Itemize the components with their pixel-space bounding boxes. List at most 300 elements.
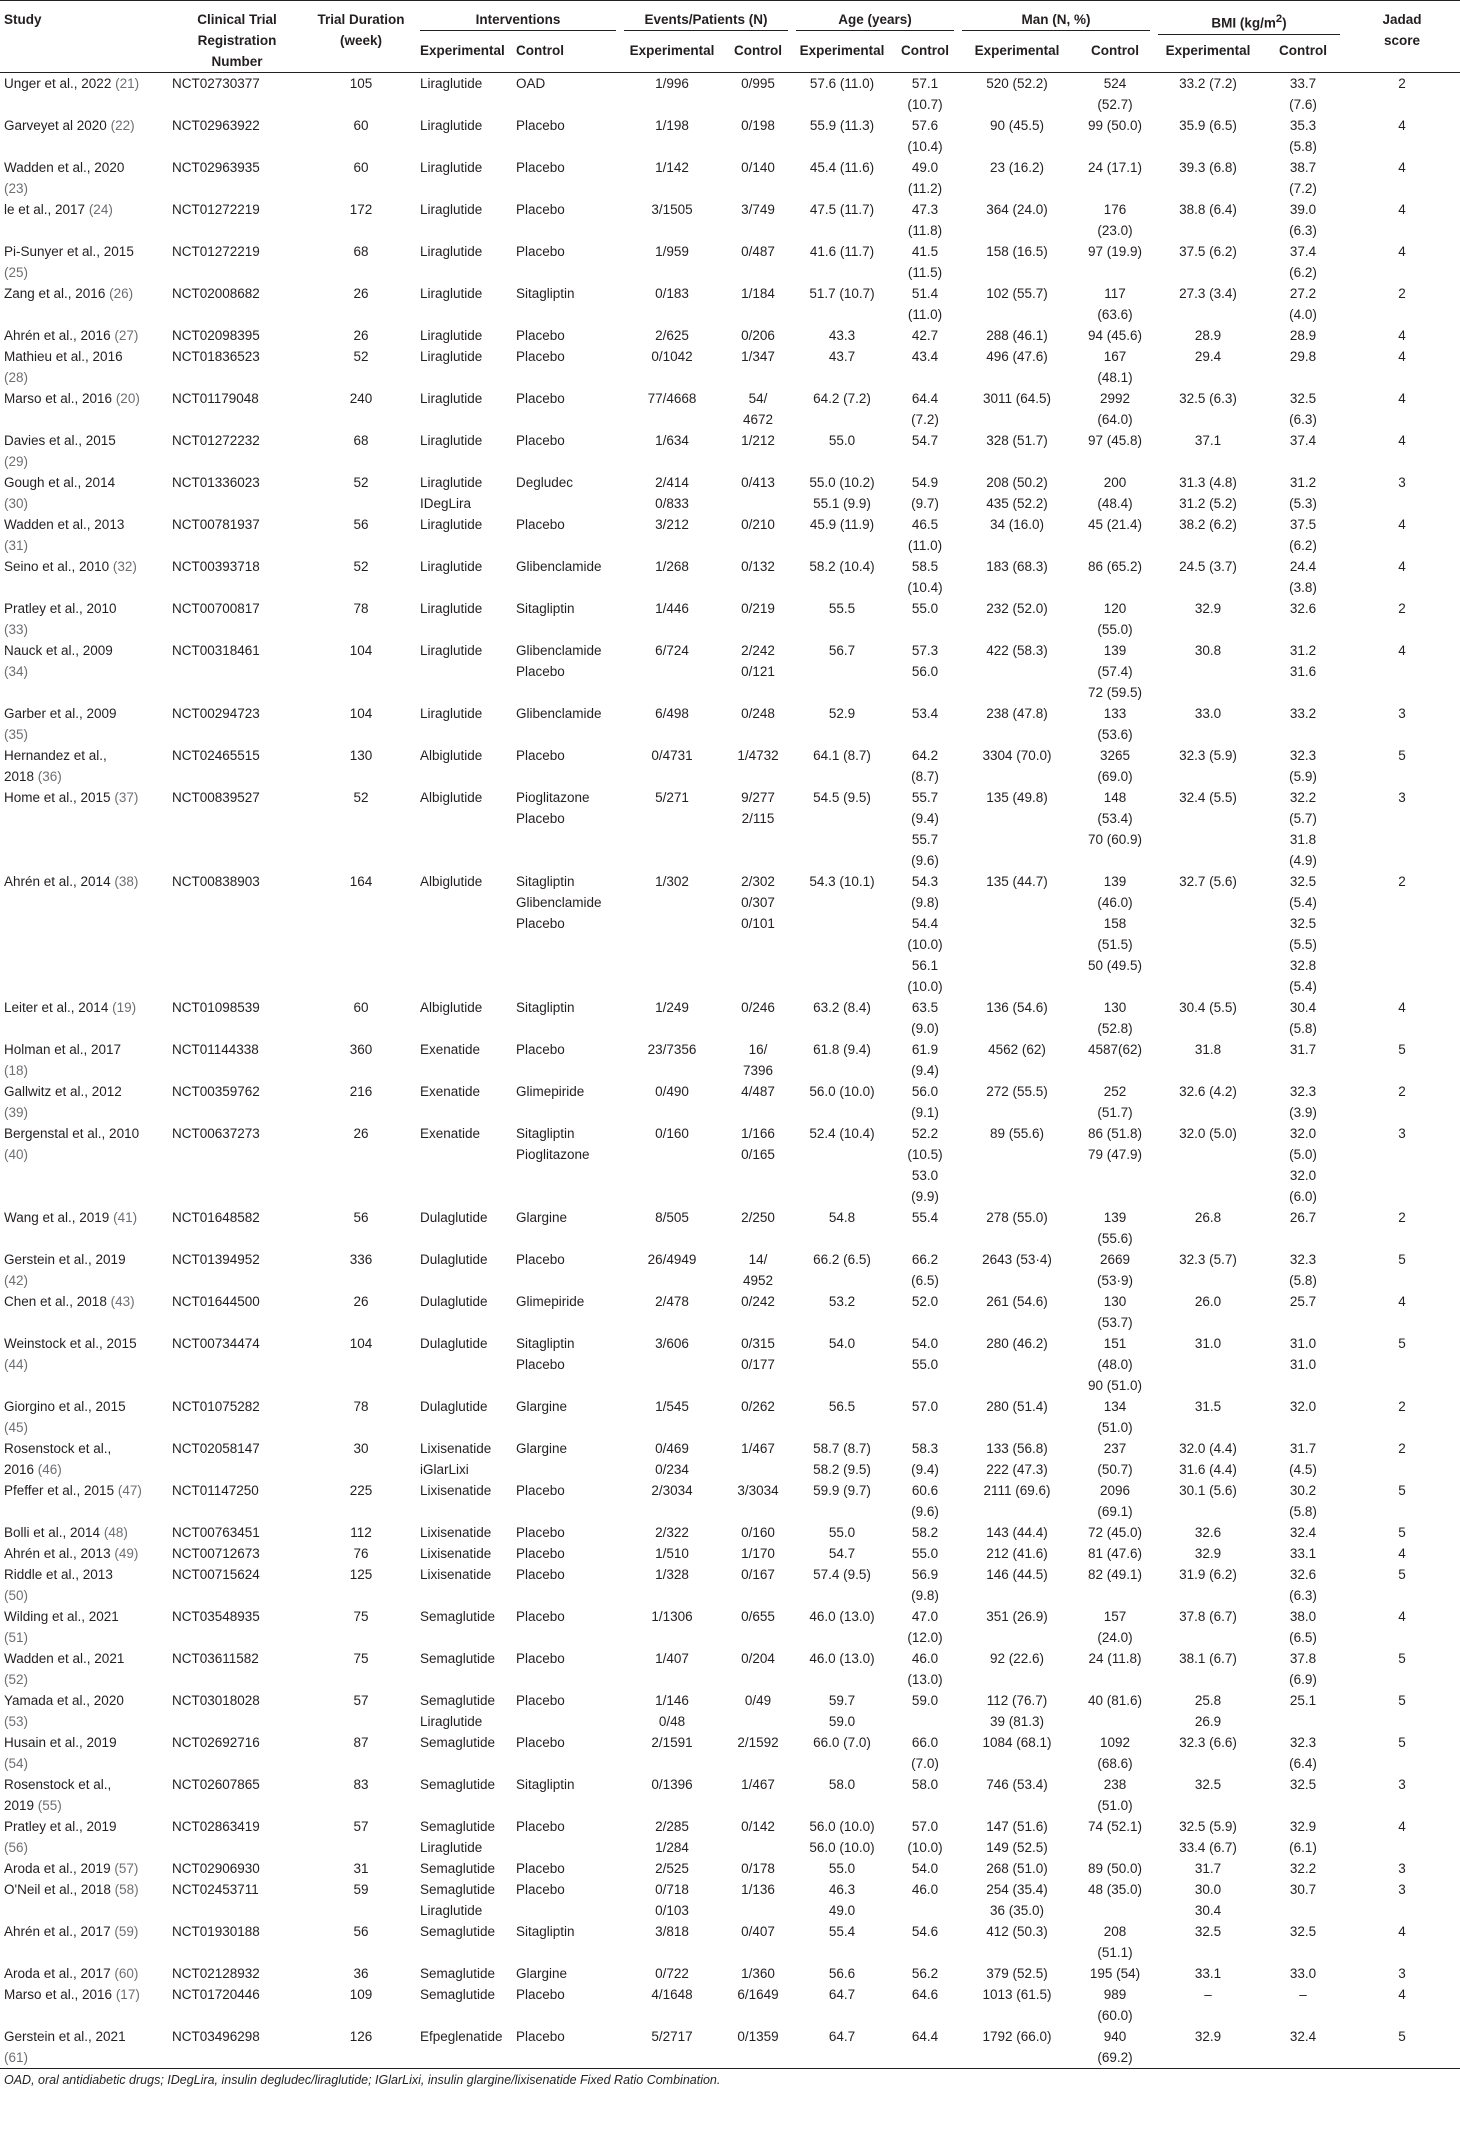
citation-link[interactable]: (48) bbox=[103, 1525, 128, 1540]
citation-link[interactable]: (61) bbox=[4, 2050, 29, 2065]
cell-events-experimental: 4/1648 bbox=[651, 1987, 693, 2002]
cell-age-control: 42.7 bbox=[911, 328, 939, 343]
header-jadad: Jadad score bbox=[1382, 12, 1422, 48]
cell-age-control: 66.0 (7.0) bbox=[911, 1735, 939, 1771]
cell-study: Ahrén et al., 2016 (27) bbox=[4, 328, 139, 343]
cell-man-experimental: 90 (45.5) bbox=[990, 118, 1045, 133]
cell-events-control: 0/315 0/177 bbox=[741, 1336, 775, 1372]
cell-jadad: 2 bbox=[1398, 601, 1406, 616]
citation-link[interactable]: (31) bbox=[4, 538, 29, 553]
cell-age-experimental: 46.0 (13.0) bbox=[809, 1609, 875, 1624]
cell-events-experimental: 2/322 bbox=[655, 1525, 689, 1540]
cell-age-experimental: 54.7 bbox=[828, 1546, 856, 1561]
citation-link[interactable]: (58) bbox=[114, 1882, 139, 1897]
citation-link[interactable]: (32) bbox=[112, 559, 137, 574]
cell-man-experimental: 328 (51.7) bbox=[986, 433, 1048, 448]
cell-bmi-experimental: 32.3 (5.9) bbox=[1179, 748, 1237, 763]
cell-bmi-experimental: 31.9 (6.2) bbox=[1179, 1567, 1237, 1582]
cell-registration: NCT01272219 bbox=[172, 244, 260, 259]
subheader-ev-experimental: Experimental bbox=[629, 43, 715, 59]
cell-jadad: 2 bbox=[1398, 874, 1406, 889]
cell-registration: NCT00781937 bbox=[172, 517, 260, 532]
cell-duration: 104 bbox=[349, 1336, 373, 1351]
cell-jadad: 3 bbox=[1398, 706, 1406, 721]
cell-jadad: 2 bbox=[1398, 1441, 1406, 1456]
cell-man-control: 139 (57.4) 72 (59.5) bbox=[1088, 643, 1143, 700]
table-body bbox=[0, 73, 1460, 2069]
citation-link[interactable]: (50) bbox=[4, 1588, 29, 1603]
cell-duration: 30 bbox=[353, 1441, 369, 1456]
cell-events-control: 0/487 bbox=[741, 244, 775, 259]
cell-intervention-control: Degludec bbox=[516, 475, 574, 490]
cell-bmi-experimental: 30.8 bbox=[1194, 643, 1222, 658]
cell-intervention-control: Placebo bbox=[516, 118, 565, 133]
cell-jadad: 4 bbox=[1398, 643, 1406, 658]
cell-man-control: 139 (46.0) 158 (51.5) 50 (49.5) bbox=[1088, 874, 1143, 973]
cell-duration: 26 bbox=[353, 286, 369, 301]
cell-intervention-control: Glargine bbox=[516, 1210, 568, 1225]
cell-age-control: 58.2 bbox=[911, 1525, 939, 1540]
citation-link[interactable]: (51) bbox=[4, 1630, 29, 1645]
cell-age-control: 52.0 bbox=[911, 1294, 939, 1309]
cell-bmi-experimental: 30.0 30.4 bbox=[1194, 1882, 1222, 1918]
cell-events-control: 1/136 bbox=[741, 1882, 775, 1897]
cell-age-experimental: 64.2 (7.2) bbox=[813, 391, 871, 406]
cell-bmi-experimental: 32.5 (5.9) 33.4 (6.7) bbox=[1179, 1819, 1237, 1855]
cell-registration: NCT01272232 bbox=[172, 433, 260, 448]
table-row bbox=[0, 115, 1460, 157]
cell-bmi-control: 35.3 (5.8) bbox=[1289, 118, 1317, 154]
cell-intervention-experimental: Liraglutide bbox=[420, 391, 483, 406]
cell-man-control: 45 (21.4) bbox=[1088, 517, 1143, 532]
cell-bmi-experimental: 30.1 (5.6) bbox=[1179, 1483, 1237, 1498]
cell-intervention-control: Placebo bbox=[516, 1483, 565, 1498]
citation-link[interactable]: (39) bbox=[4, 1105, 29, 1120]
cell-jadad: 3 bbox=[1398, 1861, 1406, 1876]
cell-man-control: 89 (50.0) bbox=[1088, 1861, 1143, 1876]
subheader-bmi-control: Control bbox=[1279, 43, 1328, 59]
cell-duration: 60 bbox=[353, 118, 369, 133]
cell-events-experimental: 6/498 bbox=[655, 706, 689, 721]
cell-registration: NCT01272219 bbox=[172, 202, 260, 217]
table-row bbox=[0, 787, 1460, 871]
cell-age-experimental: 54.8 bbox=[828, 1210, 856, 1225]
citation-link[interactable]: (19) bbox=[112, 1000, 137, 1015]
citation-link[interactable]: (21) bbox=[115, 76, 140, 91]
cell-registration: NCT00734474 bbox=[172, 1336, 260, 1351]
cell-bmi-control: 28.9 bbox=[1289, 328, 1317, 343]
cell-man-control: 130 (53.7) bbox=[1097, 1294, 1133, 1330]
cell-bmi-control: 39.0 (6.3) bbox=[1289, 202, 1317, 238]
cell-man-control: 74 (52.1) bbox=[1088, 1819, 1143, 1834]
cell-man-control: 151 (48.0) 90 (51.0) bbox=[1088, 1336, 1143, 1393]
citation-link[interactable]: (57) bbox=[114, 1861, 139, 1876]
cell-intervention-control: Glargine bbox=[516, 1966, 568, 1981]
cell-events-control: 6/1649 bbox=[737, 1987, 779, 2002]
cell-events-experimental: 1/198 bbox=[655, 118, 689, 133]
cell-bmi-experimental: 32.3 (6.6) bbox=[1179, 1735, 1237, 1750]
citation-link[interactable]: (54) bbox=[4, 1756, 29, 1771]
cell-man-control: 4587(62) bbox=[1088, 1042, 1143, 1057]
cell-duration: 164 bbox=[349, 874, 373, 889]
cell-events-experimental: 5/2717 bbox=[651, 2029, 693, 2044]
citation-link[interactable]: (36) bbox=[37, 769, 62, 784]
cell-intervention-control: Placebo bbox=[516, 1609, 565, 1624]
citation-link[interactable]: (38) bbox=[114, 874, 139, 889]
cell-intervention-control: Placebo bbox=[516, 1042, 565, 1057]
cell-intervention-experimental: Liraglutide bbox=[420, 559, 483, 574]
cell-registration: NCT00393718 bbox=[172, 559, 260, 574]
cell-registration: NCT03611582 bbox=[172, 1651, 259, 1666]
cell-intervention-experimental: Semaglutide bbox=[420, 1735, 496, 1750]
cell-age-control: 57.3 56.0 bbox=[911, 643, 939, 679]
cell-bmi-experimental: 31.3 (4.8) 31.2 (5.2) bbox=[1179, 475, 1237, 511]
cell-events-control: 0/655 bbox=[741, 1609, 775, 1624]
cell-bmi-experimental: 26.0 bbox=[1194, 1294, 1222, 1309]
cell-bmi-experimental: 28.9 bbox=[1194, 328, 1222, 343]
citation-link[interactable]: (59) bbox=[114, 1924, 139, 1939]
cell-events-experimental: 3/606 bbox=[655, 1336, 689, 1351]
cell-intervention-experimental: Exenatide bbox=[420, 1084, 481, 1099]
cell-age-experimental: 58.0 bbox=[828, 1777, 856, 1792]
cell-registration: NCT02963935 bbox=[172, 160, 260, 175]
citation-link[interactable]: (42) bbox=[4, 1273, 29, 1288]
cell-intervention-control: Placebo bbox=[516, 1525, 565, 1540]
cell-duration: 26 bbox=[353, 1126, 369, 1141]
cell-jadad: 3 bbox=[1398, 1966, 1406, 1981]
cell-study: Weinstock et al., 2015 (44) bbox=[4, 1336, 137, 1372]
cell-intervention-control: Pioglitazone Placebo bbox=[516, 790, 590, 826]
citation-link[interactable]: (47) bbox=[117, 1483, 142, 1498]
citation-link[interactable]: (29) bbox=[4, 454, 29, 469]
cell-registration: NCT00294723 bbox=[172, 706, 260, 721]
cell-intervention-experimental: Semaglutide bbox=[420, 1987, 496, 2002]
cell-events-control: 1/4732 bbox=[737, 748, 779, 763]
citation-link[interactable]: (28) bbox=[4, 370, 29, 385]
cell-bmi-control: 32.6 bbox=[1289, 601, 1317, 616]
cell-duration: 68 bbox=[353, 433, 369, 448]
cell-jadad: 5 bbox=[1398, 1042, 1406, 1057]
cell-registration: NCT01930188 bbox=[172, 1924, 260, 1939]
citation-link[interactable]: (35) bbox=[4, 727, 29, 742]
header-interventions: Interventions bbox=[416, 1, 620, 41]
cell-jadad: 2 bbox=[1398, 1399, 1406, 1414]
cell-events-control: 0/160 bbox=[741, 1525, 775, 1540]
cell-jadad: 2 bbox=[1398, 76, 1406, 91]
cell-events-control: 0/140 bbox=[741, 160, 775, 175]
cell-intervention-control: Sitagliptin Placebo bbox=[516, 1336, 575, 1372]
cell-events-experimental: 1/510 bbox=[655, 1546, 689, 1561]
cell-intervention-control: Placebo bbox=[516, 1987, 565, 2002]
citation-link[interactable]: (23) bbox=[4, 181, 29, 196]
cell-age-experimental: 55.0 bbox=[828, 433, 856, 448]
cell-events-experimental: 1/146 0/48 bbox=[655, 1693, 689, 1729]
table-row bbox=[0, 1396, 1460, 1438]
cell-man-control: 82 (49.1) bbox=[1088, 1567, 1143, 1582]
cell-registration: NCT01648582 bbox=[172, 1210, 260, 1225]
cell-intervention-experimental: Lixisenatide bbox=[420, 1567, 492, 1582]
cell-jadad: 5 bbox=[1398, 1525, 1406, 1540]
cell-events-experimental: 1/249 bbox=[655, 1000, 689, 1015]
citation-link[interactable]: (17) bbox=[115, 1987, 140, 2002]
cell-age-experimental: 45.4 (11.6) bbox=[809, 160, 875, 175]
cell-age-control: 63.5 (9.0) bbox=[911, 1000, 939, 1036]
table-row bbox=[0, 640, 1460, 703]
cell-age-control: 49.0 (11.2) bbox=[907, 160, 943, 196]
subheader-age-experimental: Experimental bbox=[799, 43, 885, 59]
cell-bmi-control: 33.2 bbox=[1289, 706, 1317, 721]
cell-man-experimental: 412 (50.3) bbox=[986, 1924, 1048, 1939]
citation-link[interactable]: (46) bbox=[37, 1462, 62, 1477]
table-row bbox=[0, 1690, 1460, 1732]
citation-link[interactable]: (24) bbox=[88, 202, 113, 217]
cell-bmi-control: – bbox=[1299, 1987, 1307, 2002]
cell-age-control: 57.6 (10.4) bbox=[907, 118, 943, 154]
cell-events-experimental: 0/722 bbox=[655, 1966, 689, 1981]
cell-age-control: 41.5 (11.5) bbox=[907, 244, 943, 280]
cell-bmi-experimental: 37.5 (6.2) bbox=[1179, 244, 1237, 259]
table-row bbox=[0, 1039, 1460, 1081]
cell-man-experimental: 112 (76.7) 39 (81.3) bbox=[986, 1693, 1048, 1729]
table-row bbox=[0, 199, 1460, 241]
citation-link[interactable]: (27) bbox=[114, 328, 139, 343]
cell-duration: 52 bbox=[353, 559, 369, 574]
cell-events-control: 16/ 7396 bbox=[742, 1042, 774, 1078]
cell-age-control: 60.6 (9.6) bbox=[911, 1483, 939, 1519]
cell-age-experimental: 52.9 bbox=[828, 706, 856, 721]
cell-man-experimental: 212 (41.6) bbox=[986, 1546, 1048, 1561]
citation-link[interactable]: (37) bbox=[114, 790, 139, 805]
cell-registration: NCT02607865 bbox=[172, 1777, 260, 1792]
citation-link[interactable]: (56) bbox=[4, 1840, 29, 1855]
cell-jadad: 3 bbox=[1398, 475, 1406, 490]
cell-age-experimental: 55.0 bbox=[828, 1861, 856, 1876]
cell-events-experimental: 1/996 bbox=[655, 76, 689, 91]
cell-bmi-experimental: 29.4 bbox=[1194, 349, 1222, 364]
cell-intervention-experimental: Efpeglenatide bbox=[420, 2029, 503, 2044]
cell-events-experimental: 2/625 bbox=[655, 328, 689, 343]
cell-intervention-control: Placebo bbox=[516, 1819, 565, 1834]
cell-duration: 225 bbox=[349, 1483, 373, 1498]
cell-events-experimental: 1/446 bbox=[655, 601, 689, 616]
cell-bmi-control: 32.3 (3.9) bbox=[1289, 1084, 1317, 1120]
cell-duration: 52 bbox=[353, 475, 369, 490]
cell-jadad: 5 bbox=[1398, 1693, 1406, 1708]
table-row bbox=[0, 514, 1460, 556]
cell-intervention-experimental: Dulaglutide bbox=[420, 1336, 488, 1351]
table-row bbox=[0, 1816, 1460, 1858]
cell-registration: NCT02098395 bbox=[172, 328, 260, 343]
cell-bmi-control: 25.7 bbox=[1289, 1294, 1317, 1309]
cell-intervention-control: Glibenclamide bbox=[516, 559, 602, 574]
cell-age-control: 56.9 (9.8) bbox=[911, 1567, 939, 1603]
cell-events-experimental: 0/160 bbox=[655, 1126, 689, 1141]
cell-intervention-experimental: Semaglutide Liraglutide bbox=[420, 1819, 496, 1855]
cell-intervention-experimental: Dulaglutide bbox=[420, 1252, 488, 1267]
cell-age-experimental: 59.7 59.0 bbox=[828, 1693, 856, 1729]
citation-link[interactable]: (20) bbox=[115, 391, 140, 406]
subheader-man-experimental: Experimental bbox=[974, 43, 1060, 59]
cell-age-control: 64.2 (8.7) bbox=[911, 748, 939, 784]
cell-age-experimental: 43.7 bbox=[828, 349, 856, 364]
cell-intervention-experimental: Liraglutide bbox=[420, 433, 483, 448]
cell-registration: NCT00838903 bbox=[172, 874, 260, 889]
citation-link[interactable]: (34) bbox=[4, 664, 29, 679]
citation-link[interactable]: (25) bbox=[4, 265, 29, 280]
cell-events-experimental: 0/490 bbox=[655, 1084, 689, 1099]
cell-events-control: 2/302 0/307 0/101 bbox=[741, 874, 775, 931]
cell-man-experimental: 2111 (69.6) bbox=[983, 1483, 1051, 1498]
cell-study: Aroda et al., 2019 (57) bbox=[4, 1861, 139, 1876]
cell-events-control: 1/170 bbox=[741, 1546, 775, 1561]
cell-intervention-experimental: Lixisenatide iGlarLixi bbox=[420, 1441, 492, 1477]
cell-study: Leiter et al., 2014 (19) bbox=[4, 1000, 137, 1015]
cell-study: Wadden et al., 2013 (31) bbox=[4, 517, 125, 553]
cell-study: Pi-Sunyer et al., 2015 (25) bbox=[4, 244, 134, 280]
cell-events-experimental: 26/4949 bbox=[647, 1252, 697, 1267]
citation-link[interactable]: (30) bbox=[4, 496, 29, 511]
table-row bbox=[0, 1858, 1460, 1879]
citation-link[interactable]: (41) bbox=[113, 1210, 138, 1225]
cell-bmi-control: 32.2 (5.7) 31.8 (4.9) bbox=[1289, 790, 1317, 868]
cell-age-experimental: 58.2 (10.4) bbox=[809, 559, 875, 574]
cell-bmi-experimental: 32.5 bbox=[1194, 1777, 1222, 1792]
citation-link[interactable]: (52) bbox=[4, 1672, 29, 1687]
cell-events-experimental: 0/4731 bbox=[651, 748, 693, 763]
cell-intervention-experimental: Albiglutide bbox=[420, 790, 483, 805]
cell-study: Pratley et al., 2019 (56) bbox=[4, 1819, 117, 1855]
cell-age-control: 61.9 (9.4) bbox=[911, 1042, 939, 1078]
citation-link[interactable]: (45) bbox=[4, 1420, 29, 1435]
cell-registration: NCT01720446 bbox=[172, 1987, 260, 2002]
citation-link[interactable]: (43) bbox=[110, 1294, 135, 1309]
cell-events-experimental: 8/505 bbox=[655, 1210, 689, 1225]
citation-link[interactable]: (55) bbox=[37, 1798, 62, 1813]
subheader-int-control: Control bbox=[516, 43, 564, 59]
cell-registration: NCT02730377 bbox=[172, 76, 260, 91]
cell-man-experimental: 3304 (70.0) bbox=[982, 748, 1052, 763]
cell-registration: NCT02692716 bbox=[172, 1735, 260, 1750]
table-row bbox=[0, 1333, 1460, 1396]
cell-man-experimental: 422 (58.3) bbox=[986, 643, 1048, 658]
cell-registration: NCT01147250 bbox=[172, 1483, 259, 1498]
cell-events-control: 0/198 bbox=[741, 118, 775, 133]
cell-man-control: 120 (55.0) bbox=[1097, 601, 1133, 637]
cell-registration: NCT02008682 bbox=[172, 286, 260, 301]
cell-age-control: 57.1 (10.7) bbox=[907, 76, 943, 112]
citation-link[interactable]: (26) bbox=[109, 286, 134, 301]
cell-age-control: 46.5 (11.0) bbox=[907, 517, 943, 553]
citation-link[interactable]: (53) bbox=[4, 1714, 29, 1729]
citation-link[interactable]: (18) bbox=[4, 1063, 29, 1078]
cell-events-control: 2/250 bbox=[741, 1210, 775, 1225]
cell-study: Garveyet al 2020 (22) bbox=[4, 118, 135, 133]
cell-age-experimental: 55.4 bbox=[828, 1924, 856, 1939]
cell-intervention-experimental: Semaglutide Liraglutide bbox=[420, 1693, 496, 1729]
citation-link[interactable]: (60) bbox=[114, 1966, 139, 1981]
cell-study: Gerstein et al., 2019 (42) bbox=[4, 1252, 126, 1288]
cell-bmi-control: 30.2 (5.8) bbox=[1289, 1483, 1317, 1519]
cell-man-experimental: 183 (68.3) bbox=[986, 559, 1048, 574]
cell-study: Holman et al., 2017 (18) bbox=[4, 1042, 122, 1078]
cell-study: le et al., 2017 (24) bbox=[4, 202, 113, 217]
cell-bmi-control: 38.7 (7.2) bbox=[1289, 160, 1317, 196]
cell-man-experimental: 208 (50.2) 435 (52.2) bbox=[986, 475, 1048, 511]
cell-events-control: 1/360 bbox=[741, 1966, 775, 1981]
cell-man-control: 157 (24.0) bbox=[1097, 1609, 1133, 1645]
cell-jadad: 4 bbox=[1398, 118, 1406, 133]
cell-bmi-control: 33.0 bbox=[1289, 1966, 1317, 1981]
cell-intervention-experimental: Semaglutide bbox=[420, 1609, 496, 1624]
table-row bbox=[0, 1249, 1460, 1291]
cell-bmi-control: 32.2 bbox=[1289, 1861, 1317, 1876]
cell-bmi-control: 32.3 (5.9) bbox=[1289, 748, 1317, 784]
cell-man-experimental: 3011 (64.5) bbox=[983, 391, 1052, 406]
header-study: Study bbox=[4, 12, 42, 27]
cell-age-experimental: 55.0 bbox=[828, 1525, 856, 1540]
cell-age-experimental: 58.7 (8.7) 58.2 (9.5) bbox=[813, 1441, 871, 1477]
citation-link[interactable]: (33) bbox=[4, 622, 29, 637]
cell-intervention-experimental: Semaglutide bbox=[420, 1861, 496, 1876]
cell-events-control: 1/212 bbox=[741, 433, 775, 448]
cell-man-experimental: 278 (55.0) bbox=[986, 1210, 1048, 1225]
cell-events-experimental: 2/525 bbox=[655, 1861, 689, 1876]
cell-registration: NCT02863419 bbox=[172, 1819, 260, 1834]
cell-bmi-experimental: – bbox=[1204, 1987, 1212, 2002]
cell-duration: 68 bbox=[353, 244, 369, 259]
cell-jadad: 4 bbox=[1398, 559, 1406, 574]
cell-duration: 78 bbox=[353, 601, 369, 616]
cell-duration: 52 bbox=[353, 349, 369, 364]
citation-link[interactable]: (49) bbox=[114, 1546, 139, 1561]
cell-duration: 31 bbox=[353, 1861, 369, 1876]
cell-age-experimental: 55.0 (10.2) 55.1 (9.9) bbox=[809, 475, 875, 511]
cell-events-control: 0/49 bbox=[744, 1693, 772, 1708]
cell-events-control: 2/1592 bbox=[737, 1735, 779, 1750]
cell-study: Davies et al., 2015 (29) bbox=[4, 433, 116, 469]
cell-intervention-control: Glimepiride bbox=[516, 1084, 585, 1099]
cell-jadad: 5 bbox=[1398, 2029, 1406, 2044]
cell-registration: NCT01836523 bbox=[172, 349, 260, 364]
cell-bmi-control: 32.4 bbox=[1289, 2029, 1317, 2044]
citation-link[interactable]: (44) bbox=[4, 1357, 29, 1372]
citation-link[interactable]: (40) bbox=[4, 1147, 29, 1162]
cell-bmi-control: 37.4 bbox=[1289, 433, 1317, 448]
cell-man-control: 94 (45.6) bbox=[1088, 328, 1143, 343]
cell-events-control: 14/ 4952 bbox=[742, 1252, 774, 1288]
cell-intervention-control: Placebo bbox=[516, 391, 565, 406]
cell-bmi-experimental: 38.2 (6.2) bbox=[1179, 517, 1237, 532]
cell-bmi-experimental: 32.0 (5.0) bbox=[1179, 1126, 1237, 1141]
cell-bmi-experimental: 33.0 bbox=[1194, 706, 1222, 721]
cell-man-experimental: 89 (55.6) bbox=[990, 1126, 1045, 1141]
cell-bmi-experimental: 33.2 (7.2) bbox=[1179, 76, 1237, 91]
cell-duration: 60 bbox=[353, 160, 369, 175]
subheader-man-control: Control bbox=[1091, 43, 1140, 59]
citation-link[interactable]: (22) bbox=[110, 118, 135, 133]
cell-intervention-control: OAD bbox=[516, 76, 546, 91]
table-row bbox=[0, 73, 1460, 116]
cell-study: Marso et al., 2016 (17) bbox=[4, 1987, 140, 2002]
cell-jadad: 2 bbox=[1398, 1210, 1406, 1225]
cell-duration: 360 bbox=[349, 1042, 373, 1057]
cell-duration: 57 bbox=[353, 1693, 369, 1708]
table-row bbox=[0, 241, 1460, 283]
cell-age-control: 43.4 bbox=[911, 349, 939, 364]
cell-man-experimental: 280 (51.4) bbox=[986, 1399, 1048, 1414]
cell-bmi-control: 32.4 bbox=[1289, 1525, 1317, 1540]
cell-age-experimental: 64.7 bbox=[828, 1987, 856, 2002]
